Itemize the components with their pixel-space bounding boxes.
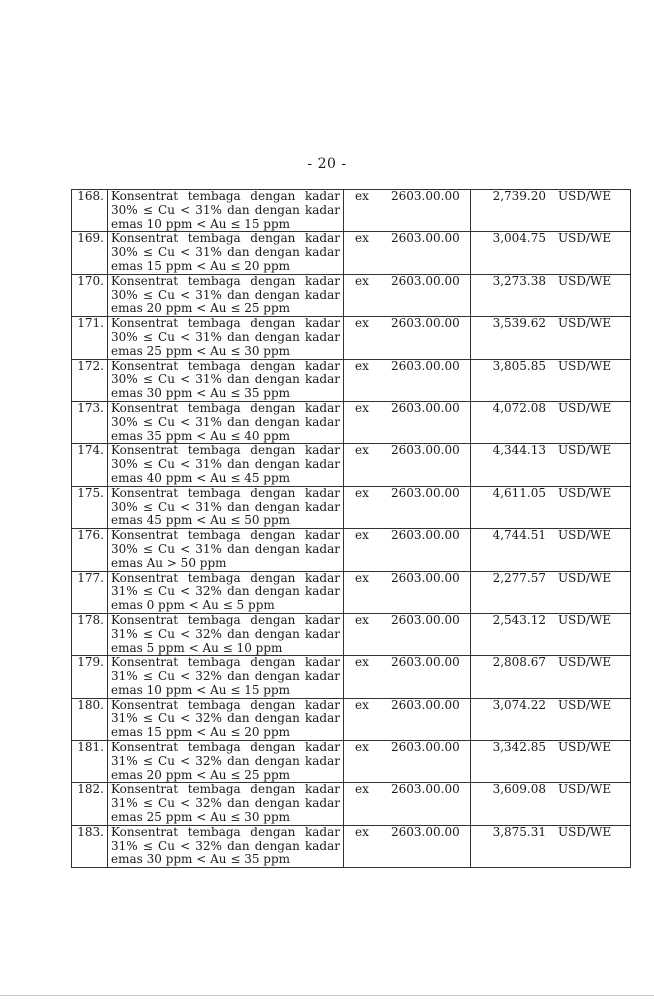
description-line-1: Konsentrat tembaga dengan kadar (111, 571, 340, 585)
hs-code: 2603.00.00 (391, 782, 460, 797)
hs-code: 2603.00.00 (391, 359, 460, 373)
price-value: 3,004.75 (492, 231, 546, 246)
price-unit: USD/WE (558, 443, 612, 458)
price-value: 4,344.13 (492, 443, 546, 458)
price-value: 3,074.22 (492, 698, 546, 712)
description-line-1: Konsentrat tembaga dengan kadar (111, 782, 340, 797)
price-cell (471, 274, 631, 316)
hs-code: 2603.00.00 (391, 825, 460, 839)
price-value: 4,611.05 (492, 486, 546, 500)
hs-code: 2603.00.00 (391, 401, 460, 415)
price-unit: USD/WE (558, 274, 612, 288)
row-number-cell (72, 274, 108, 316)
ex-marker: ex (355, 571, 369, 585)
ex-marker: ex (355, 401, 369, 415)
description-cell (108, 571, 344, 613)
description-cell (108, 444, 344, 486)
hs-code-cell (344, 359, 471, 401)
description-line-1: Konsentrat tembaga dengan kadar (111, 231, 340, 246)
row-number: 174. (77, 443, 104, 458)
description-line-3: emas 20 ppm < Au ≤ 25 ppm (111, 301, 291, 316)
table-row (72, 825, 631, 867)
row-number: 179. (77, 655, 104, 670)
ex-marker: ex (355, 189, 369, 203)
price-cell (471, 698, 631, 740)
row-number: 183. (77, 825, 104, 839)
description-cell (108, 486, 344, 528)
hs-code: 2603.00.00 (391, 316, 460, 331)
row-number: 180. (77, 698, 104, 712)
ex-marker: ex (355, 274, 369, 288)
row-number-cell (72, 656, 108, 698)
description-line-3: emas 5 ppm < Au ≤ 10 ppm (111, 640, 283, 655)
description-line-2: 31% ≤ Cu < 32% dan dengan kadar (111, 711, 340, 726)
table-row (72, 613, 631, 655)
price-value: 3,805.85 (492, 359, 546, 373)
price-cell (471, 359, 631, 401)
description-cell (108, 190, 344, 232)
table-row (72, 783, 631, 825)
price-unit: USD/WE (558, 528, 612, 543)
hs-code-cell (344, 656, 471, 698)
row-number: 170. (77, 274, 104, 288)
price-unit: USD/WE (558, 189, 612, 203)
price-cell (471, 783, 631, 825)
description-line-1: Konsentrat tembaga dengan kadar (111, 655, 340, 670)
price-value: 2,277.57 (492, 571, 546, 585)
price-value: 3,875.31 (492, 825, 546, 839)
price-unit: USD/WE (558, 740, 612, 755)
price-unit: USD/WE (558, 316, 612, 331)
description-line-2: 30% ≤ Cu < 31% dan dengan kadar (111, 541, 340, 556)
hs-code-cell (344, 317, 471, 359)
row-number: 181. (77, 740, 104, 755)
description-line-1: Konsentrat tembaga dengan kadar (111, 189, 340, 203)
hs-code-cell (344, 274, 471, 316)
price-unit: USD/WE (558, 359, 612, 373)
table-row (72, 317, 631, 359)
description-line-2: 31% ≤ Cu < 32% dan dengan kadar (111, 669, 340, 684)
price-cell (471, 317, 631, 359)
row-number: 171. (77, 316, 104, 331)
price-cell (471, 656, 631, 698)
price-unit: USD/WE (558, 231, 612, 246)
row-number-cell (72, 825, 108, 867)
table-row (72, 274, 631, 316)
price-unit: USD/WE (558, 825, 612, 839)
row-number: 168. (77, 189, 104, 203)
description-line-3: emas 35 ppm < Au ≤ 40 ppm (111, 428, 291, 443)
tariff-table (71, 189, 631, 868)
description-cell (108, 825, 344, 867)
row-number-cell (72, 698, 108, 740)
table-row (72, 529, 631, 571)
description-line-2: 30% ≤ Cu < 31% dan dengan kadar (111, 414, 340, 429)
ex-marker: ex (355, 698, 369, 712)
price-cell (471, 613, 631, 655)
table-row (72, 656, 631, 698)
description-line-1: Konsentrat tembaga dengan kadar (111, 486, 340, 500)
ex-marker: ex (355, 740, 369, 755)
ex-marker: ex (355, 825, 369, 839)
hs-code-cell (344, 571, 471, 613)
description-line-1: Konsentrat tembaga dengan kadar (111, 740, 340, 755)
price-value: 3,539.62 (492, 316, 546, 331)
row-number-cell (72, 529, 108, 571)
table-row (72, 444, 631, 486)
description-cell (108, 274, 344, 316)
price-value: 3,273.38 (492, 274, 546, 288)
table-row (72, 401, 631, 443)
description-line-3: emas 25 ppm < Au ≤ 30 ppm (111, 343, 291, 358)
description-cell (108, 529, 344, 571)
description-line-2: 31% ≤ Cu < 32% dan dengan kadar (111, 753, 340, 768)
ex-marker: ex (355, 782, 369, 797)
hs-code: 2603.00.00 (391, 443, 460, 458)
hs-code: 2603.00.00 (391, 613, 460, 627)
ex-marker: ex (355, 231, 369, 246)
description-line-2: 31% ≤ Cu < 32% dan dengan kadar (111, 626, 340, 641)
table-row (72, 486, 631, 528)
description-line-2: 30% ≤ Cu < 31% dan dengan kadar (111, 287, 340, 302)
price-cell (471, 190, 631, 232)
row-number-cell (72, 232, 108, 274)
row-number: 178. (77, 613, 104, 627)
description-line-3: emas 30 ppm < Au ≤ 35 ppm (111, 852, 291, 867)
row-number-cell (72, 359, 108, 401)
price-cell (471, 401, 631, 443)
description-line-1: Konsentrat tembaga dengan kadar (111, 443, 340, 458)
description-line-1: Konsentrat tembaga dengan kadar (111, 274, 340, 288)
ex-marker: ex (355, 316, 369, 331)
ex-marker: ex (355, 359, 369, 373)
description-line-3: emas 30 ppm < Au ≤ 35 ppm (111, 386, 291, 401)
price-cell (471, 444, 631, 486)
description-line-1: Konsentrat tembaga dengan kadar (111, 825, 340, 839)
description-line-3: emas 15 ppm < Au ≤ 20 ppm (111, 258, 291, 273)
hs-code-cell (344, 444, 471, 486)
hs-code: 2603.00.00 (391, 189, 460, 203)
ex-marker: ex (355, 613, 369, 627)
row-number-cell (72, 444, 108, 486)
table-row (72, 359, 631, 401)
hs-code-cell (344, 486, 471, 528)
price-cell (471, 232, 631, 274)
price-value: 3,342.85 (492, 740, 546, 755)
price-unit: USD/WE (558, 571, 612, 585)
price-unit: USD/WE (558, 613, 612, 627)
description-line-3: emas 25 ppm < Au ≤ 30 ppm (111, 810, 291, 825)
price-value: 2,543.12 (492, 613, 546, 627)
hs-code-cell (344, 698, 471, 740)
price-unit: USD/WE (558, 698, 612, 712)
hs-code-cell (344, 783, 471, 825)
hs-code: 2603.00.00 (391, 528, 460, 543)
description-line-3: emas 10 ppm < Au ≤ 15 ppm (111, 216, 291, 231)
table-row (72, 232, 631, 274)
description-line-3: emas 0 ppm < Au ≤ 5 ppm (111, 598, 275, 613)
description-line-3: emas 15 ppm < Au ≤ 20 ppm (111, 725, 291, 740)
row-number-cell (72, 571, 108, 613)
description-line-1: Konsentrat tembaga dengan kadar (111, 613, 340, 627)
description-cell (108, 401, 344, 443)
description-line-2: 31% ≤ Cu < 32% dan dengan kadar (111, 584, 340, 599)
price-cell (471, 825, 631, 867)
price-value: 3,609.08 (492, 782, 546, 797)
hs-code: 2603.00.00 (391, 740, 460, 755)
description-cell (108, 783, 344, 825)
description-line-3: emas 10 ppm < Au ≤ 15 ppm (111, 682, 291, 697)
hs-code: 2603.00.00 (391, 274, 460, 288)
hs-code: 2603.00.00 (391, 486, 460, 500)
row-number: 177. (77, 571, 104, 585)
description-line-2: 31% ≤ Cu < 32% dan dengan kadar (111, 838, 340, 853)
price-value: 2,808.67 (492, 655, 546, 670)
row-number-cell (72, 783, 108, 825)
table-row (72, 741, 631, 783)
hs-code: 2603.00.00 (391, 655, 460, 670)
description-cell (108, 741, 344, 783)
hs-code-cell (344, 232, 471, 274)
description-cell (108, 317, 344, 359)
price-cell (471, 486, 631, 528)
description-line-2: 30% ≤ Cu < 31% dan dengan kadar (111, 499, 340, 514)
row-number-cell (72, 190, 108, 232)
description-line-2: 30% ≤ Cu < 31% dan dengan kadar (111, 329, 340, 344)
description-line-3: emas 20 ppm < Au ≤ 25 ppm (111, 767, 291, 782)
hs-code-cell (344, 190, 471, 232)
row-number-cell (72, 401, 108, 443)
description-line-3: emas 40 ppm < Au ≤ 45 ppm (111, 470, 291, 485)
hs-code: 2603.00.00 (391, 698, 460, 712)
price-unit: USD/WE (558, 655, 612, 670)
description-line-2: 30% ≤ Cu < 31% dan dengan kadar (111, 457, 340, 472)
price-value: 4,072.08 (492, 401, 546, 415)
ex-marker: ex (355, 443, 369, 458)
row-number-cell (72, 486, 108, 528)
description-cell (108, 656, 344, 698)
page-number: - 20 - (307, 156, 347, 172)
price-cell (471, 571, 631, 613)
row-number-cell (72, 741, 108, 783)
description-line-1: Konsentrat tembaga dengan kadar (111, 401, 340, 415)
row-number: 175. (77, 486, 104, 500)
price-cell (471, 741, 631, 783)
row-number-cell (72, 613, 108, 655)
hs-code-cell (344, 401, 471, 443)
table-row (72, 190, 631, 232)
price-value: 4,744.51 (492, 528, 546, 543)
description-line-1: Konsentrat tembaga dengan kadar (111, 528, 340, 543)
row-number: 182. (77, 782, 104, 797)
tariff-table-body (72, 190, 631, 868)
hs-code-cell (344, 529, 471, 571)
description-line-3: emas 45 ppm < Au ≤ 50 ppm (111, 513, 291, 528)
hs-code-cell (344, 613, 471, 655)
price-cell (471, 529, 631, 571)
table-row (72, 571, 631, 613)
hs-code: 2603.00.00 (391, 231, 460, 246)
description-line-1: Konsentrat tembaga dengan kadar (111, 698, 340, 712)
row-number: 172. (77, 359, 104, 373)
price-unit: USD/WE (558, 486, 612, 500)
ex-marker: ex (355, 655, 369, 670)
table-row (72, 698, 631, 740)
description-cell (108, 698, 344, 740)
price-unit: USD/WE (558, 782, 612, 797)
row-number: 169. (77, 231, 104, 246)
description-line-1: Konsentrat tembaga dengan kadar (111, 359, 340, 373)
description-cell (108, 359, 344, 401)
hs-code-cell (344, 741, 471, 783)
hs-code-cell (344, 825, 471, 867)
description-line-2: 30% ≤ Cu < 31% dan dengan kadar (111, 245, 340, 260)
hs-code: 2603.00.00 (391, 571, 460, 585)
description-cell (108, 232, 344, 274)
description-line-2: 30% ≤ Cu < 31% dan dengan kadar (111, 372, 340, 387)
row-number: 173. (77, 401, 104, 415)
description-line-3: emas Au > 50 ppm (111, 555, 227, 570)
price-value: 2,739.20 (492, 189, 546, 203)
price-unit: USD/WE (558, 401, 612, 415)
description-cell (108, 613, 344, 655)
row-number-cell (72, 317, 108, 359)
description-line-2: 31% ≤ Cu < 32% dan dengan kadar (111, 796, 340, 811)
row-number: 176. (77, 528, 104, 543)
footer-rule (0, 995, 654, 996)
description-line-1: Konsentrat tembaga dengan kadar (111, 316, 340, 331)
description-line-2: 30% ≤ Cu < 31% dan dengan kadar (111, 202, 340, 217)
ex-marker: ex (355, 528, 369, 543)
ex-marker: ex (355, 486, 369, 500)
